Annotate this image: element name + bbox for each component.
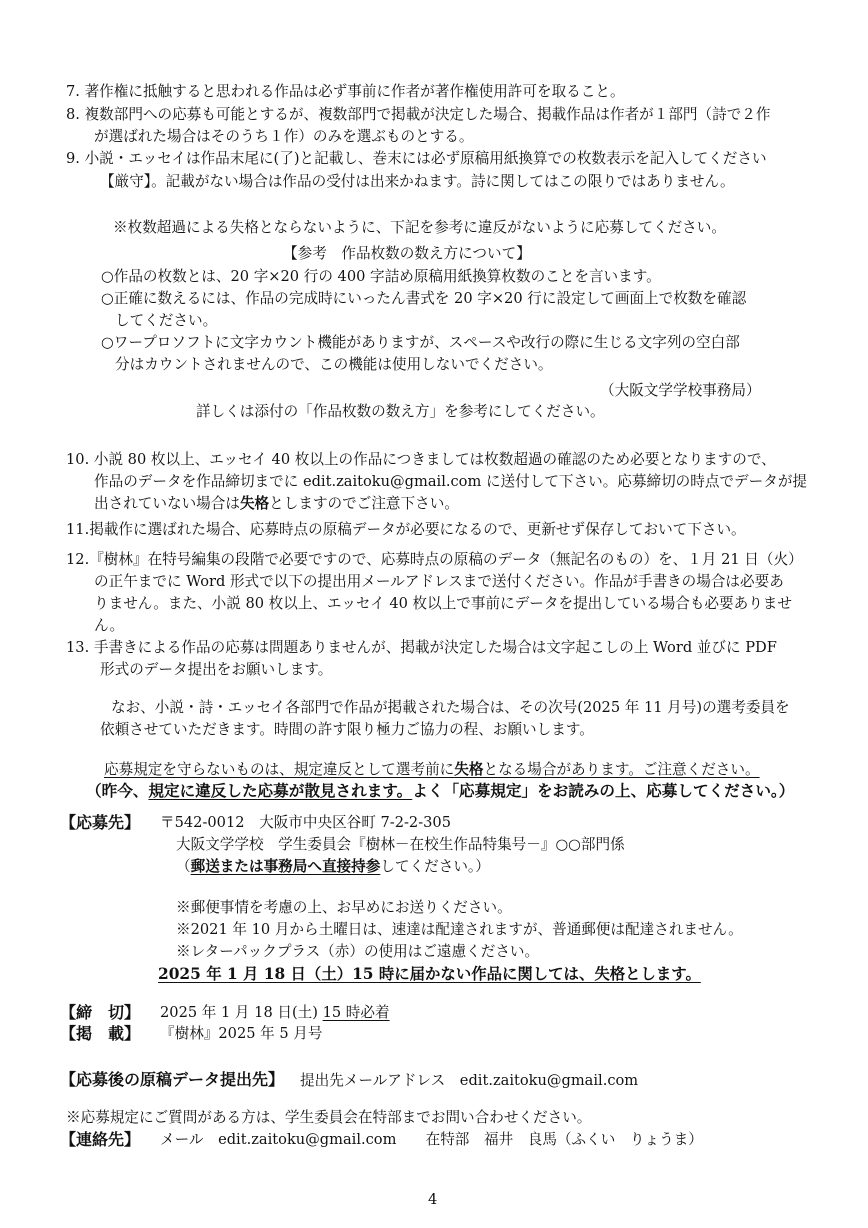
- mail-note-3: ※レターパックプラス（赤）の使用はご遠慮ください。: [176, 943, 540, 960]
- disqualify-text: 失格: [239, 495, 270, 512]
- item-8-line-1: 8. 複数部門への応募も可能とするが、複数部門で掲載が決定した場合、掲載作品は作者が１部門（詩で２作: [66, 106, 771, 123]
- contact-value: メール edit.zaitoku@gmail.com 在特部 福井 良馬（ふくい りょうま）: [160, 1131, 703, 1148]
- reference-detail: 詳しくは添付の「作品枚数の数え方」を参考にしてください。: [196, 403, 605, 420]
- item-10-line-2: 作品のデータを作品締切までに edit.zaitoku@gmail.com に送付して下さい。応募締切の時点でデータが提: [94, 473, 808, 490]
- reference-office: （大阪文学学校事務局）: [600, 382, 761, 399]
- item-12-line-4: ん。: [94, 617, 125, 634]
- deadline-label: 【締 切】: [60, 1003, 141, 1022]
- item-13-line-2: 形式のデータ提出をお願いします。: [100, 661, 333, 678]
- data-submission-value: 提出先メールアドレス edit.zaitoku@gmail.com: [300, 1072, 639, 1089]
- mail-note-2: ※2021 年 10 月から土曜日は、速達は配達されますが、普通郵便は配達されません。: [176, 921, 743, 938]
- data-submission-label: 【応募後の原稿データ提出先】: [60, 1070, 285, 1089]
- deadline-warning: 2025 年 1 月 18 日（土）15 時に届かない作品に関しては、失格とします。: [158, 965, 701, 983]
- reference-point-2-line-1: ○正確に数えるには、作品の完成時にいったん書式を 20 字×20 行に設定して画面上で枚数を確認: [101, 290, 747, 307]
- reference-note: ※枚数超過による失格とならないように、下記を参考に違反がないように応募してください。: [113, 219, 726, 236]
- submission-address: 〒542-0012 大阪市中央区谷町 7-2-2-305: [160, 814, 452, 831]
- contact-note: ※応募規定にご質問がある方は、学生委員会在特部までお問い合わせください。: [66, 1109, 592, 1126]
- item-10-line-3: 出されていない場合は失格としますのでご注意下さい。: [94, 495, 459, 512]
- item-8-line-2: が選ばれた場合はそのうち１作）のみを選ぶものとする。: [94, 128, 474, 145]
- rules-notice-line-2: （昨今、規定に違反した応募が散見されます。よく「応募規定」をお読みの上、応募してください。）: [86, 782, 795, 800]
- violation-warning: 規定に違反した応募が散見されます。: [148, 782, 413, 800]
- item-11: 11.掲載作に選ばれた場合、応募時点の原稿データが必要になるので、更新せず保存しておいて下さい。: [66, 521, 746, 538]
- publication-label: 【掲 載】: [60, 1024, 141, 1043]
- reference-title: 【参考 作品枚数の数え方について】: [283, 245, 531, 262]
- mail-note-1: ※郵便事情を考慮の上、お早めにお送りください。: [176, 899, 512, 916]
- selection-line-2: 依頼させていただきます。時間の許す限り極力ご協力の程、お願いします。: [100, 721, 594, 738]
- item-12-line-1: 12.『樹林』在特号編集の段階で必要ですので、応募時点の原稿のデータ（無記名のもの）を、１月 21 日（火）: [66, 551, 803, 568]
- selection-line-1: なお、小説・詩・エッセイ各部門で作品が掲載された場合は、その次号(2025 年 11 月号)の選考委員を: [111, 699, 790, 716]
- item-13-line-1: 13. 手書きによる作品の応募は問題ありませんが、掲載が決定した場合は文字起こしの上 Word 並びに PDF: [66, 639, 777, 656]
- item-12-line-3: りません。また、小説 80 枚以上、エッセイ 40 枚以上で事前にデータを提出している場合も必要ありませ: [94, 595, 792, 612]
- submission-label: 【応募先】: [60, 813, 141, 832]
- contact-label: 【連絡先】: [60, 1130, 141, 1149]
- deadline-value: 2025 年 1 月 18 日(土) 15 時必着: [160, 1004, 390, 1021]
- item-12-line-2: の正午までに Word 形式で以下の提出用メールアドレスまで送付ください。作品が手書きの場合は必要あ: [94, 573, 784, 590]
- item-7: 7. 著作権に抵触すると思われる作品は必ず事前に作者が著作権使用許可を取ること。: [66, 83, 625, 100]
- item-9-line-2: 【厳守】。記載がない場合は作品の受付は出来かねます。詩に関してはこの限りではありません。: [100, 173, 735, 190]
- page-number: 4: [428, 1191, 438, 1208]
- reference-point-3-line-2: 分はカウントされませんので、この機能は使用しないでください。: [115, 356, 553, 373]
- submission-method: （郵送または事務局へ直接持参してください。）: [176, 858, 490, 875]
- item-10-line-1: 10. 小説 80 枚以上、エッセイ 40 枚以上の作品につきましては枚数超過の確認のため必要となりますので、: [66, 451, 776, 468]
- publication-value: 『樹林』2025 年 5 月号: [160, 1025, 323, 1042]
- reference-point-3-line-1: ○ワープロソフトに文字カウント機能がありますが、スペースや改行の際に生じる文字列の空白部: [101, 334, 740, 351]
- reference-point-1: ○作品の枚数とは、20 字×20 行の 400 字詰め原稿用紙換算枚数のことを言います。: [101, 268, 661, 285]
- submission-recipient: 大阪文学学校 学生委員会『樹林－在校生作品特集号－』○○部門係: [176, 836, 625, 853]
- item-9-line-1: 9. 小説・エッセイは作品末尾に(了)と記載し、巻末には必ず原稿用紙換算での枚数表示を記入してください: [66, 150, 767, 167]
- rules-notice-line-1: 応募規定を守らないものは、規定違反として選考前に失格となる場合があります。ご注意ください。: [104, 761, 760, 778]
- reference-point-2-line-2: してください。: [115, 312, 218, 329]
